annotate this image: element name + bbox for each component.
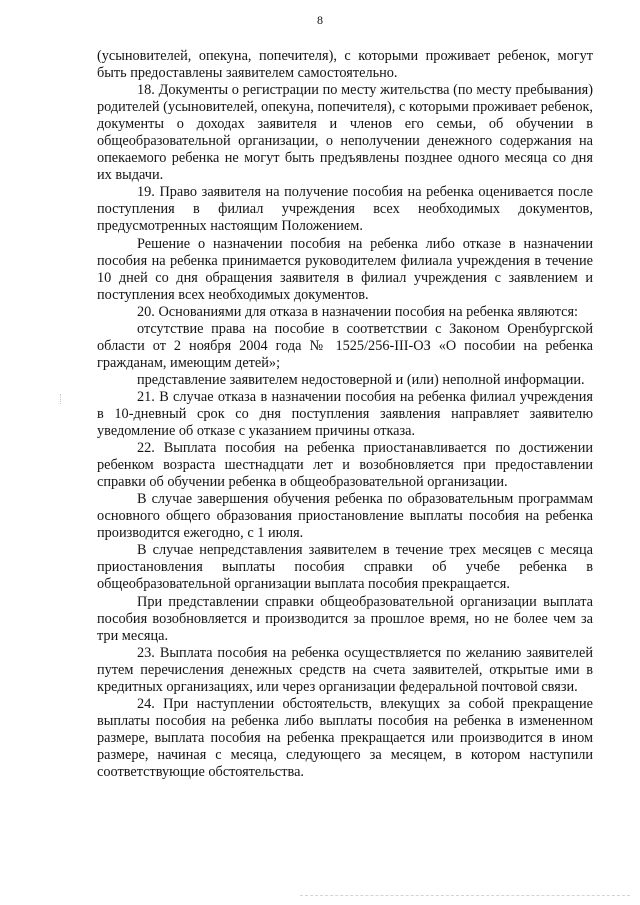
scan-margin-mark: [60, 394, 63, 404]
paragraph-item-23: 23. Выплата пособия на ребенка осуществляется по желанию заявителей путем перечисления денежных средств на счета заявителей, открытые ими в кредитных организациях, или через организации федеральной почтовой связи.: [97, 644, 593, 695]
paragraph-decision: Решение о назначении пособия на ребенка либо отказе в назначении пособия на ребенка принимается руководителем филиала учреждения в течение 10 дней со дня обращения заявителя в филиал учреждения с заявлением и поступления всех необходимых документов.: [97, 235, 593, 303]
page-number: 8: [317, 13, 323, 27]
paragraph-item-22: 22. Выплата пособия на ребенка приостанавливается по достижении ребенком возраста шестнадцати лет и возобновляется при предоставлении справки об обучении ребенка в общеобразовательной организации.: [97, 440, 593, 491]
paragraph-completion-of-study: В случае завершения обучения ребенка по образовательным программам основного общего образования приостановление выплаты пособия на ребенка производится ежегодно, с 1 июля.: [97, 491, 593, 542]
paragraph-item-19: 19. Право заявителя на получение пособия на ребенка оценивается после поступления в филиал учреждения всех необходимых документов, предусмотренных настоящим Положением.: [97, 184, 593, 235]
paragraph-refusal-ground-2: представление заявителем недостоверной и (или) неполной информации.: [137, 371, 585, 388]
paragraph-continuation: (усыновителей, опекуна, попечителя), с которыми проживает ребенок, могут быть предоставлены заявителем самостоятельно.: [97, 48, 593, 82]
paragraph-resumption: При представлении справки общеобразовательной организации выплата пособия возобновляется и производится за прошлое время, но не более чем за три месяца.: [97, 593, 593, 644]
paragraph-item-20: 20. Основаниями для отказа в назначении пособия на ребенка являются:: [137, 303, 579, 320]
paragraph-non-submission: В случае непредставления заявителем в течение трех месяцев с месяца приостановления выплаты пособия справки об учебе ребенка в общеобразовательной организации выплата пособия прекращается.: [97, 542, 593, 593]
paragraph-item-24: 24. При наступлении обстоятельств, влекущих за собой прекращение выплаты пособия на ребенка либо выплаты пособия на ребенка в измененном размере, выплата пособия на ребенка прекращается или производится в ином размере, начиная с месяца, следующего за месяцем, в котором наступили соответствующие обстоятельства.: [97, 695, 593, 780]
document-body: [97, 48, 593, 781]
paragraph-item-18: 18. Документы о регистрации по месту жительства (по месту пребывания) родителей (усыновителей, опекуна, попечителя), с которыми проживает ребенок, документы о доходах заявителя и членов его семьи, об обучении в общеобразовательной организации, о неполучении денежного содержания на опекаемого ребенка не могут быть предъявлены позднее одного месяца со дня их выдачи.: [97, 82, 593, 184]
paragraph-refusal-ground-1: отсутствие права на пособие в соответствии с Законом Оренбургской области от 2 ноября 2004 года № 1525/256-III-ОЗ «О пособии на ребенка гражданам, имеющим детей»;: [97, 320, 593, 371]
paragraph-item-21: 21. В случае отказа в назначении пособия на ребенка филиал учреждения в 10-дневный срок со дня поступления заявления направляет заявителю уведомление об отказе с указанием причины отказа.: [97, 388, 593, 440]
scan-bottom-edge: [300, 895, 630, 902]
